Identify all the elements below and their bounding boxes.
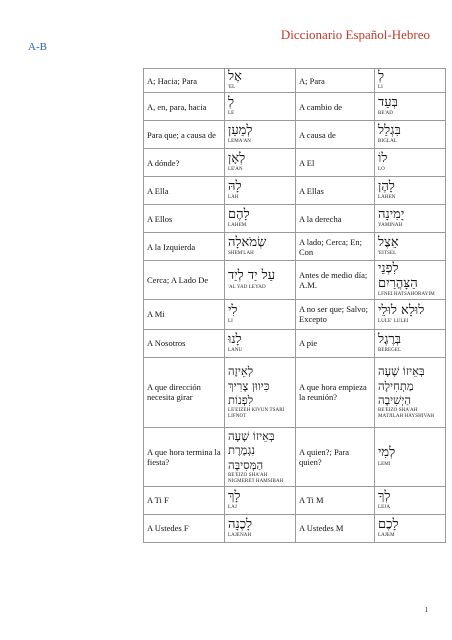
hebrew-word: לָכֶם — [378, 516, 399, 532]
spanish-term: A Ella — [144, 177, 225, 205]
document-title: Diccionario Español-Hebreo — [280, 27, 430, 42]
hebrew-term — [225, 427, 296, 486]
transliteration: BE'EIZO SHA'AH NIGMERET HAMSIBAH — [228, 473, 284, 485]
hebrew-word: בְּרֶגֶל — [378, 331, 402, 347]
spanish-term: A Ustedes M — [296, 515, 375, 543]
hebrew-term — [225, 93, 296, 121]
hebrew-word: יָמִינָה — [378, 207, 405, 223]
dictionary-row — [144, 487, 446, 515]
spanish-term: A que hora termina la fiesta? — [144, 427, 225, 486]
spanish-term: A Ellos — [144, 205, 225, 233]
hebrew-word: לְאָן — [228, 151, 246, 167]
spanish-term: A Mi — [144, 299, 225, 329]
hebrew-word: הַמְּסִיבָּה — [228, 457, 264, 472]
transliteration: 'EITSEL — [378, 251, 397, 257]
transliteration: LANU — [228, 348, 243, 354]
spanish-term: A; Para — [296, 69, 375, 93]
spanish-term: A pie — [296, 329, 375, 357]
hebrew-word: לָנוּ — [228, 331, 242, 347]
hebrew-term — [225, 515, 296, 543]
dictionary-row — [144, 93, 446, 121]
transliteration: LE — [228, 111, 235, 117]
hebrew-word: לִי — [228, 302, 238, 318]
spanish-term: Para que; a causa de — [144, 121, 225, 149]
hebrew-term — [225, 357, 296, 427]
transliteration: LO — [378, 167, 385, 173]
hebrew-term — [375, 69, 446, 93]
hebrew-term — [375, 329, 446, 357]
spanish-term: Cerca; A Lado De — [144, 261, 225, 300]
hebrew-term — [375, 261, 446, 300]
hebrew-word: הַיְשִׁיבָה — [378, 393, 411, 408]
transliteration: LI — [378, 85, 383, 91]
hebrew-word: בְּאֵיזוֹ שָׁעָה — [228, 428, 275, 443]
hebrew-word: לְ — [378, 69, 385, 84]
transliteration: LAJENAH — [228, 533, 252, 539]
hebrew-word: כִּיווּן צָרִיךְ — [228, 378, 270, 393]
spanish-term: A El — [296, 149, 375, 177]
transliteration: LEJA — [378, 505, 391, 511]
hebrew-word: שְׂמֹאלָה — [228, 235, 267, 251]
transliteration: LAHEN — [378, 195, 396, 201]
hebrew-term — [375, 487, 446, 515]
hebrew-word: לָךְ — [228, 488, 241, 504]
dictionary-row — [144, 261, 446, 300]
spanish-term: A que hora empieza la reunión? — [296, 357, 375, 427]
transliteration: LE'EIZEH KIVUN TSARI LIFNOT — [228, 408, 285, 420]
hebrew-word: לְאֵיזֶה — [228, 364, 254, 379]
page-number: 1 — [424, 606, 428, 614]
transliteration: 'EL — [228, 85, 236, 91]
hebrew-term — [375, 205, 446, 233]
dictionary-table — [143, 68, 446, 543]
spanish-term: A cambio de — [296, 93, 375, 121]
dictionary-row — [144, 329, 446, 357]
transliteration: LAH — [228, 195, 239, 201]
section-label: A-B — [28, 41, 47, 53]
hebrew-word: לָהֶן — [378, 179, 395, 195]
hebrew-word: אֶל — [228, 69, 242, 84]
hebrew-word: לְ — [228, 95, 235, 111]
spanish-term: A Ti F — [144, 487, 225, 515]
dictionary-row — [144, 299, 446, 329]
dictionary-row — [144, 427, 446, 486]
hebrew-term — [225, 177, 296, 205]
hebrew-word: לָהּ — [228, 179, 242, 195]
dictionary-row — [144, 357, 446, 427]
transliteration: LFNEI HATSAHORAYIM — [378, 291, 435, 297]
hebrew-word: לוּלָא לוּלֵי — [378, 302, 425, 318]
hebrew-term — [225, 299, 296, 329]
spanish-term: A Ti M — [296, 487, 375, 515]
hebrew-term — [375, 299, 446, 329]
hebrew-term — [375, 515, 446, 543]
transliteration: BE'AD — [378, 111, 394, 117]
transliteration: LULE' LULEI — [378, 319, 409, 325]
hebrew-term — [225, 149, 296, 177]
dictionary-row — [144, 121, 446, 149]
transliteration: LEMI — [378, 461, 391, 467]
hebrew-word: לָהֶם — [228, 207, 250, 223]
transliteration: LAHEM — [228, 223, 247, 229]
spanish-term: A no ser que; Salvo; Excepto — [296, 299, 375, 329]
hebrew-word: לִפְנוֹת — [228, 393, 254, 408]
transliteration: LAJEM — [378, 533, 395, 539]
spanish-term: A Nosotros — [144, 329, 225, 357]
hebrew-term — [225, 69, 296, 93]
hebrew-term — [375, 93, 446, 121]
hebrew-term — [375, 177, 446, 205]
hebrew-term — [225, 261, 296, 300]
spanish-term: A dónde? — [144, 149, 225, 177]
hebrew-term — [225, 205, 296, 233]
hebrew-term — [225, 487, 296, 515]
hebrew-term — [225, 233, 296, 261]
hebrew-term — [225, 121, 296, 149]
hebrew-term — [375, 427, 446, 486]
transliteration: 'AL YAD LEYAD — [228, 284, 266, 290]
spanish-term: A quien?; Para quien? — [296, 427, 375, 486]
hebrew-term — [375, 149, 446, 177]
hebrew-word: נִגְמֶרֶת — [228, 443, 256, 458]
transliteration: SHEM'LAH — [228, 251, 254, 257]
hebrew-term — [375, 357, 446, 427]
spanish-term: A causa de — [296, 121, 375, 149]
dictionary-row — [144, 177, 446, 205]
hebrew-term — [375, 121, 446, 149]
hebrew-word: אֵצֶל — [378, 235, 399, 251]
spanish-term: A Ellas — [296, 177, 375, 205]
dictionary-row — [144, 149, 446, 177]
spanish-term: A la Izquierda — [144, 233, 225, 261]
spanish-term: A, en, para, hacia — [144, 93, 225, 121]
hebrew-word: מַתְחִילָה — [378, 378, 414, 393]
spanish-term: A lado; Cerca; En; Con — [296, 233, 375, 261]
hebrew-word: לָכֶנָה — [228, 516, 253, 532]
transliteration: BEREGEL — [378, 348, 402, 354]
hebrew-word: לְמִי — [378, 445, 396, 461]
spanish-term: A que dirección necesita girar — [144, 357, 225, 427]
dictionary-row — [144, 69, 446, 93]
transliteration: BIGLAL — [378, 139, 397, 145]
hebrew-word: לִפְנֵי הַצָּהֳרַיִם — [378, 261, 418, 291]
dictionary-row — [144, 205, 446, 233]
spanish-term: A Ustedes F — [144, 515, 225, 543]
hebrew-word: לוֹ — [378, 151, 388, 167]
transliteration: BE'EIZO SHA'AH MATJILAH HAYSHIVAH — [378, 408, 435, 420]
transliteration: LI — [228, 319, 233, 325]
hebrew-word: לְמַעַן — [228, 123, 253, 139]
hebrew-term — [375, 233, 446, 261]
hebrew-word: בְּאֵיזוֹ שָׁעָה — [378, 364, 425, 379]
transliteration: LE'AN — [228, 167, 243, 173]
dictionary-row — [144, 233, 446, 261]
transliteration: LEMA'AN — [228, 139, 251, 145]
dictionary-row — [144, 515, 446, 543]
hebrew-word: בִּגְלַל — [378, 123, 401, 139]
transliteration: LAJ — [228, 505, 237, 511]
spanish-term: Antes de medio día; A.M. — [296, 261, 375, 300]
hebrew-term — [225, 329, 296, 357]
hebrew-word: לְךָ — [378, 488, 391, 504]
transliteration: YAMINAH — [378, 223, 403, 229]
hebrew-word: עַל יַד לְיַד — [228, 268, 276, 284]
hebrew-word: בְּעַד — [378, 95, 398, 111]
spanish-term: A la derecha — [296, 205, 375, 233]
spanish-term: A; Hacia; Para — [144, 69, 225, 93]
